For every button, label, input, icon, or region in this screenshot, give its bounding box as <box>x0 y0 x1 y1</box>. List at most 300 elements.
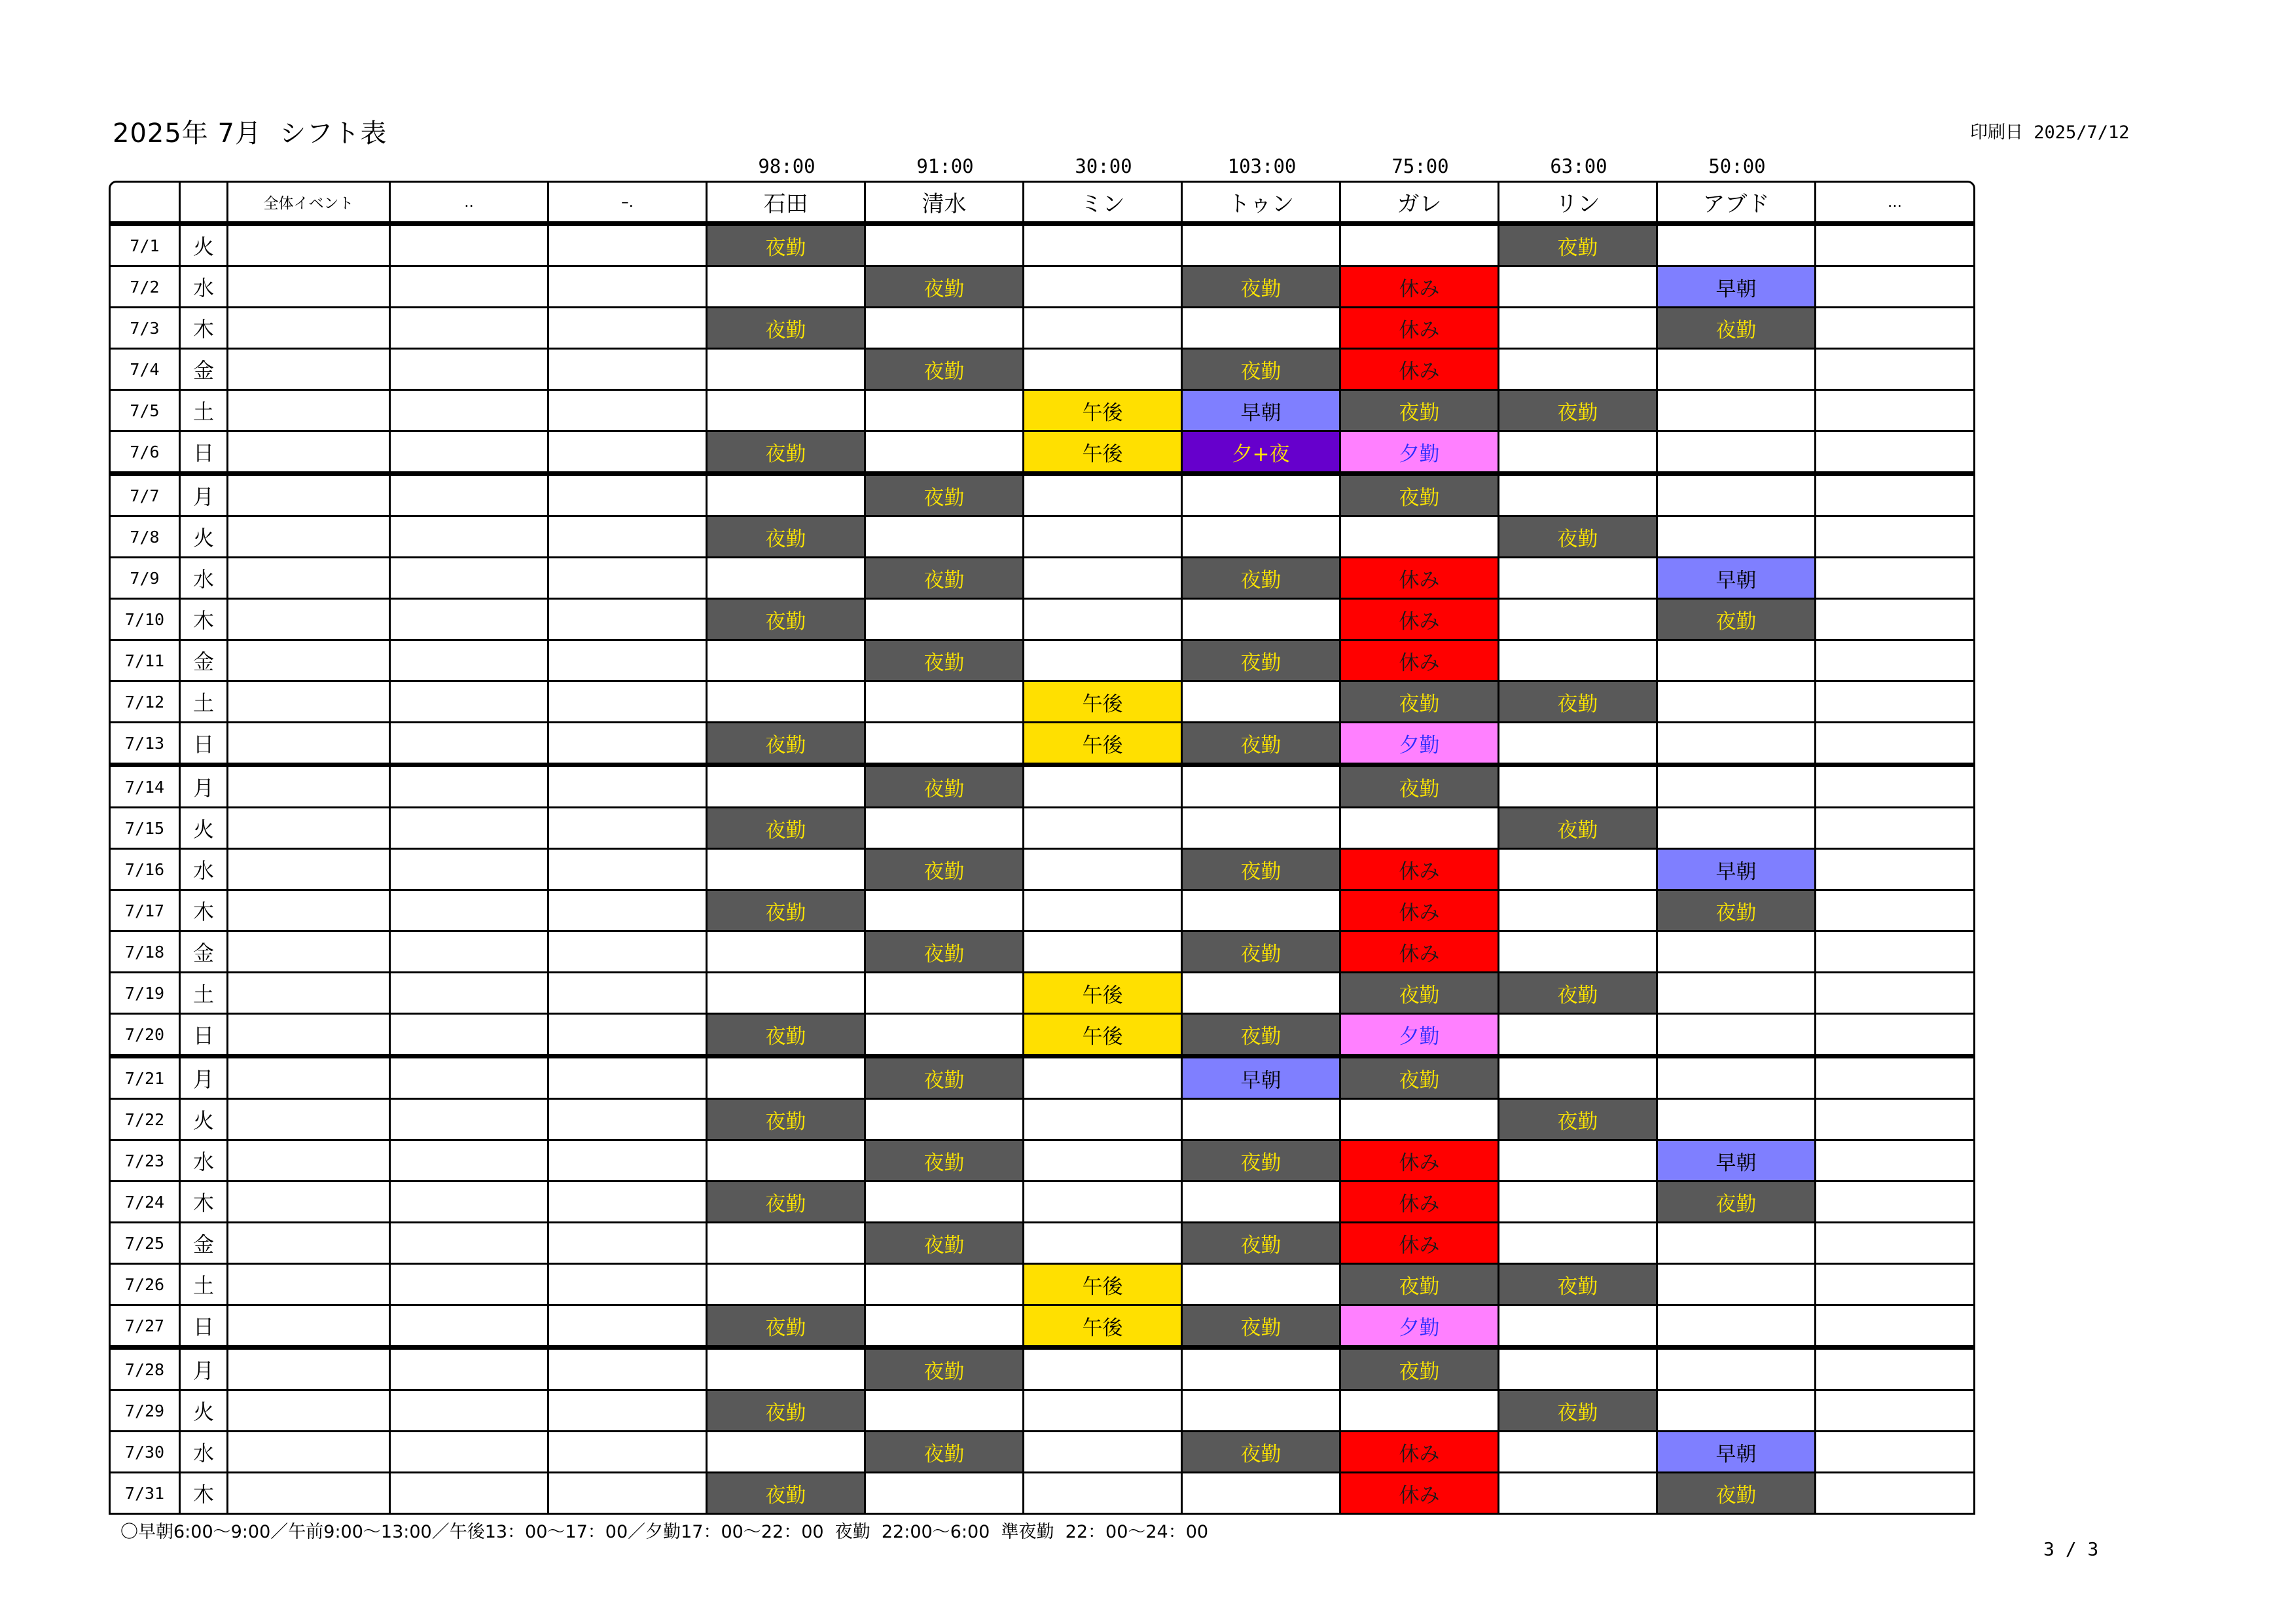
shift-cell <box>866 682 1024 723</box>
event-cell <box>228 1350 391 1391</box>
event-cell <box>228 432 391 476</box>
shift-cell: 夜勤 <box>1499 973 1658 1015</box>
shift-cell <box>866 1265 1024 1306</box>
shift-cell <box>1499 1015 1658 1058</box>
date-cell: 7/14 <box>109 767 181 808</box>
blank-cell <box>391 1141 549 1182</box>
shift-cell <box>1183 808 1341 850</box>
shift-cell: 夜勤 <box>866 1350 1024 1391</box>
shift-cell <box>1658 517 1816 558</box>
shift-cell <box>1499 767 1658 808</box>
shift-cell <box>1183 1265 1341 1306</box>
shift-cell <box>708 1350 866 1391</box>
shift-cell <box>1658 1223 1816 1265</box>
shift-cell: 早朝 <box>1658 267 1816 308</box>
table-row <box>109 973 1975 1015</box>
blank-cell <box>549 891 708 932</box>
weekday-cell: 月 <box>181 767 228 808</box>
blank-cell <box>391 1473 549 1515</box>
shift-cell: 夜勤 <box>866 850 1024 891</box>
shift-cell <box>1499 350 1658 391</box>
event-cell <box>228 1306 391 1350</box>
weekday-cell: 水 <box>181 1432 228 1473</box>
shift-cell <box>866 432 1024 476</box>
shift-cell <box>1658 1100 1816 1141</box>
blank-cell <box>549 1058 708 1100</box>
shift-cell: 早朝 <box>1183 1058 1341 1100</box>
shift-cell: 夕勤 <box>1341 723 1499 767</box>
shift-cell <box>1024 1350 1183 1391</box>
shift-cell <box>1183 1473 1341 1515</box>
event-cell <box>228 350 391 391</box>
shift-cell <box>1024 1432 1183 1473</box>
shift-cell <box>1024 1473 1183 1515</box>
weekday-cell: 金 <box>181 1223 228 1265</box>
shift-cell <box>866 1306 1024 1350</box>
shift-cell: 夜勤 <box>708 308 866 350</box>
shift-cell <box>708 682 866 723</box>
shift-cell: 夜勤 <box>708 891 866 932</box>
shift-cell <box>1499 1223 1658 1265</box>
blank-cell <box>391 682 549 723</box>
blank-cell <box>391 723 549 767</box>
shift-cell: 夜勤 <box>708 226 866 267</box>
event-cell <box>228 600 391 641</box>
shift-cell: 夜勤 <box>1183 558 1341 600</box>
blank-cell <box>1816 850 1975 891</box>
shift-cell: 夜勤 <box>708 1182 866 1223</box>
shift-cell: 夜勤 <box>866 1223 1024 1265</box>
shift-cell: 夜勤 <box>866 350 1024 391</box>
table-row <box>109 1473 1975 1515</box>
blank-cell <box>1816 1223 1975 1265</box>
date-cell: 7/16 <box>109 850 181 891</box>
blank-cell <box>1816 226 1975 267</box>
blank-cell <box>391 641 549 682</box>
shift-cell <box>708 641 866 682</box>
shift-cell <box>708 267 866 308</box>
blank-cell <box>1816 476 1975 517</box>
blank-cell <box>391 932 549 973</box>
shift-cell <box>866 973 1024 1015</box>
shift-cell: 夜勤 <box>708 1015 866 1058</box>
shift-cell: 夕+夜 <box>1183 432 1341 476</box>
page-title: 2025年 7月 シフト表 <box>113 118 387 149</box>
weekday-cell: 水 <box>181 850 228 891</box>
blank-cell <box>391 1432 549 1473</box>
blank-cell <box>549 1141 708 1182</box>
shift-cell <box>1183 226 1341 267</box>
event-cell <box>228 1223 391 1265</box>
blank-cell <box>391 432 549 476</box>
date-cell: 7/28 <box>109 1350 181 1391</box>
blank-cell <box>549 517 708 558</box>
date-cell: 7/27 <box>109 1306 181 1350</box>
event-cell <box>228 1473 391 1515</box>
date-cell: 7/12 <box>109 682 181 723</box>
blank-cell <box>1816 932 1975 973</box>
blank-cell <box>549 1432 708 1473</box>
weekday-cell: 水 <box>181 558 228 600</box>
shift-cell <box>708 932 866 973</box>
shift-cell: 夜勤 <box>1658 1473 1816 1515</box>
event-cell <box>228 1058 391 1100</box>
table-row <box>109 1015 1975 1058</box>
header-col-b: –. <box>549 181 708 226</box>
blank-cell <box>391 350 549 391</box>
shift-cell: 休み <box>1341 850 1499 891</box>
blank-cell <box>391 1100 549 1141</box>
weekday-cell: 日 <box>181 432 228 476</box>
shift-cell <box>1499 850 1658 891</box>
shift-cell <box>866 808 1024 850</box>
shift-cell <box>1024 850 1183 891</box>
weekday-cell: 木 <box>181 1473 228 1515</box>
shift-cell <box>1499 600 1658 641</box>
shift-cell <box>1499 1306 1658 1350</box>
shift-cell: 夜勤 <box>1183 1223 1341 1265</box>
shift-cell <box>1024 808 1183 850</box>
blank-cell <box>1816 1391 1975 1432</box>
shift-cell <box>866 723 1024 767</box>
shift-cell: 休み <box>1341 308 1499 350</box>
shift-cell: 夜勤 <box>1183 1015 1341 1058</box>
shift-cell: 夜勤 <box>1183 267 1341 308</box>
shift-table <box>109 181 1975 1515</box>
shift-cell: 夜勤 <box>1341 476 1499 517</box>
blank-cell <box>1816 641 1975 682</box>
shift-cell: 夜勤 <box>1658 891 1816 932</box>
shift-cell <box>866 891 1024 932</box>
shift-cell: 夜勤 <box>1499 517 1658 558</box>
shift-cell <box>1024 267 1183 308</box>
weekday-cell: 月 <box>181 1058 228 1100</box>
blank-cell <box>549 600 708 641</box>
blank-cell <box>549 1100 708 1141</box>
blank-cell <box>549 1015 708 1058</box>
shift-cell <box>1499 558 1658 600</box>
shift-cell <box>1183 1391 1341 1432</box>
shift-cell <box>708 767 866 808</box>
shift-cell <box>1183 1350 1341 1391</box>
shift-cell <box>1024 350 1183 391</box>
shift-cell <box>1658 1350 1816 1391</box>
blank-cell <box>391 850 549 891</box>
shift-cell <box>866 1391 1024 1432</box>
date-cell: 7/20 <box>109 1015 181 1058</box>
date-cell: 7/21 <box>109 1058 181 1100</box>
date-cell: 7/6 <box>109 432 181 476</box>
table-row <box>109 267 1975 308</box>
staff-total-hours: 50:00 <box>1708 155 1766 177</box>
shift-cell <box>1658 1265 1816 1306</box>
shift-cell <box>1024 641 1183 682</box>
shift-cell: 午後 <box>1024 432 1183 476</box>
shift-cell <box>1658 350 1816 391</box>
shift-cell: 夜勤 <box>708 808 866 850</box>
event-cell <box>228 973 391 1015</box>
date-cell: 7/29 <box>109 1391 181 1432</box>
shift-cell: 夜勤 <box>1341 1058 1499 1100</box>
shift-cell: 休み <box>1341 350 1499 391</box>
shift-cell <box>1183 1100 1341 1141</box>
event-cell <box>228 1141 391 1182</box>
shift-cell: 夜勤 <box>1183 1306 1341 1350</box>
header-row <box>109 181 1975 226</box>
blank-cell <box>1816 308 1975 350</box>
table-row <box>109 723 1975 767</box>
shift-cell <box>1658 682 1816 723</box>
shift-cell <box>1499 1058 1658 1100</box>
shift-cell <box>708 391 866 432</box>
date-cell: 7/4 <box>109 350 181 391</box>
shift-cell: 夜勤 <box>866 932 1024 973</box>
shift-cell: 夜勤 <box>1499 391 1658 432</box>
table-row <box>109 1306 1975 1350</box>
table-row <box>109 226 1975 267</box>
blank-cell <box>391 767 549 808</box>
shift-cell <box>1499 1182 1658 1223</box>
staff-total-hours: 103:00 <box>1227 155 1297 177</box>
date-cell: 7/19 <box>109 973 181 1015</box>
table-row <box>109 808 1975 850</box>
date-cell: 7/26 <box>109 1265 181 1306</box>
blank-cell <box>1816 1058 1975 1100</box>
blank-cell <box>391 558 549 600</box>
event-cell <box>228 767 391 808</box>
shift-cell: 夜勤 <box>1183 350 1341 391</box>
shift-cell: 休み <box>1341 1141 1499 1182</box>
weekday-cell: 水 <box>181 267 228 308</box>
weekday-cell: 土 <box>181 973 228 1015</box>
shift-cell <box>1183 682 1341 723</box>
blank-cell <box>1816 1350 1975 1391</box>
table-row <box>109 932 1975 973</box>
shift-cell: 夜勤 <box>1499 682 1658 723</box>
shift-cell: 夕勤 <box>1341 1015 1499 1058</box>
blank-cell <box>1816 432 1975 476</box>
shift-cell: 夜勤 <box>1499 1391 1658 1432</box>
shift-cell: 夜勤 <box>866 558 1024 600</box>
table-row <box>109 1182 1975 1223</box>
shift-cell <box>1341 226 1499 267</box>
shift-cell <box>1658 1015 1816 1058</box>
header-staff: ミン <box>1024 181 1183 226</box>
shift-cell: 夜勤 <box>708 517 866 558</box>
shift-cell <box>1183 476 1341 517</box>
shift-cell: 夜勤 <box>1658 600 1816 641</box>
date-cell: 7/24 <box>109 1182 181 1223</box>
blank-cell <box>391 517 549 558</box>
blank-cell <box>391 891 549 932</box>
table-row <box>109 891 1975 932</box>
weekday-cell: 火 <box>181 1391 228 1432</box>
shift-cell <box>866 1182 1024 1223</box>
blank-cell <box>549 1350 708 1391</box>
shift-cell <box>1499 308 1658 350</box>
blank-cell <box>1816 1182 1975 1223</box>
event-cell <box>228 723 391 767</box>
shift-cell <box>1499 932 1658 973</box>
table-row <box>109 641 1975 682</box>
table-row <box>109 517 1975 558</box>
blank-cell <box>549 308 708 350</box>
shift-cell: 午後 <box>1024 1265 1183 1306</box>
blank-cell <box>1816 767 1975 808</box>
shift-cell <box>1024 226 1183 267</box>
shift-cell <box>708 850 866 891</box>
shift-cell: 休み <box>1341 558 1499 600</box>
blank-cell <box>549 558 708 600</box>
blank-cell <box>1816 391 1975 432</box>
blank-cell <box>549 723 708 767</box>
shift-cell <box>1183 891 1341 932</box>
date-cell: 7/23 <box>109 1141 181 1182</box>
shift-cell <box>708 1265 866 1306</box>
blank-cell <box>549 1223 708 1265</box>
shift-cell: 夜勤 <box>866 1141 1024 1182</box>
shift-cell <box>1499 1350 1658 1391</box>
shift-cell: 休み <box>1341 600 1499 641</box>
blank-cell <box>549 932 708 973</box>
weekday-cell: 金 <box>181 932 228 973</box>
date-cell: 7/5 <box>109 391 181 432</box>
blank-cell <box>1816 350 1975 391</box>
table-row <box>109 850 1975 891</box>
event-cell <box>228 558 391 600</box>
date-cell: 7/9 <box>109 558 181 600</box>
shift-cell <box>1499 1141 1658 1182</box>
weekday-cell: 木 <box>181 308 228 350</box>
weekday-cell: 金 <box>181 350 228 391</box>
shift-cell: 夜勤 <box>866 1058 1024 1100</box>
shift-cell <box>1024 1141 1183 1182</box>
shift-cell: 夜勤 <box>1183 723 1341 767</box>
weekday-cell: 火 <box>181 226 228 267</box>
event-cell <box>228 1432 391 1473</box>
blank-cell <box>1816 973 1975 1015</box>
event-cell <box>228 1182 391 1223</box>
blank-cell <box>549 476 708 517</box>
shift-cell: 夜勤 <box>1658 308 1816 350</box>
shift-cell <box>1024 517 1183 558</box>
blank-cell <box>1816 1306 1975 1350</box>
weekday-cell: 木 <box>181 600 228 641</box>
date-cell: 7/15 <box>109 808 181 850</box>
blank-cell <box>391 1306 549 1350</box>
shift-cell <box>1024 600 1183 641</box>
shift-cell: 早朝 <box>1658 1141 1816 1182</box>
shift-cell: 午後 <box>1024 391 1183 432</box>
blank-cell <box>1816 1141 1975 1182</box>
weekday-cell: 木 <box>181 1182 228 1223</box>
table-row <box>109 1391 1975 1432</box>
shift-cell: 夜勤 <box>1183 932 1341 973</box>
weekday-cell: 木 <box>181 891 228 932</box>
date-cell: 7/2 <box>109 267 181 308</box>
shift-cell: 夜勤 <box>708 432 866 476</box>
date-cell: 7/8 <box>109 517 181 558</box>
header-staff: 石田 <box>708 181 866 226</box>
shift-cell: 夜勤 <box>1499 1100 1658 1141</box>
staff-total-hours: 30:00 <box>1075 155 1132 177</box>
shift-cell <box>1024 1391 1183 1432</box>
shift-cell: 夜勤 <box>1499 1265 1658 1306</box>
weekday-cell: 月 <box>181 1350 228 1391</box>
shift-cell <box>1341 808 1499 850</box>
header-date <box>109 181 181 226</box>
shift-cell <box>1024 1058 1183 1100</box>
event-cell <box>228 1015 391 1058</box>
shift-cell: 早朝 <box>1658 558 1816 600</box>
shift-cell: 夜勤 <box>708 1306 866 1350</box>
weekday-cell: 土 <box>181 391 228 432</box>
blank-cell <box>549 1391 708 1432</box>
weekday-cell: 日 <box>181 723 228 767</box>
staff-total-hours: 91:00 <box>916 155 974 177</box>
event-cell <box>228 476 391 517</box>
shift-cell: 夜勤 <box>1658 1182 1816 1223</box>
blank-cell <box>391 308 549 350</box>
table-row <box>109 432 1975 476</box>
shift-cell: 休み <box>1341 1473 1499 1515</box>
event-cell <box>228 267 391 308</box>
blank-cell <box>391 1223 549 1265</box>
shift-cell <box>1024 476 1183 517</box>
event-cell <box>228 682 391 723</box>
shift-cell <box>1658 641 1816 682</box>
shift-cell: 休み <box>1341 891 1499 932</box>
header-event: 全体イベント <box>228 181 391 226</box>
blank-cell <box>391 1265 549 1306</box>
weekday-cell: 金 <box>181 641 228 682</box>
shift-cell <box>1658 226 1816 267</box>
page-number: 3 / 3 <box>2043 1538 2099 1560</box>
shift-cell: 夜勤 <box>1341 767 1499 808</box>
blank-cell <box>549 1473 708 1515</box>
date-cell: 7/31 <box>109 1473 181 1515</box>
blank-cell <box>549 1306 708 1350</box>
staff-total-hours: 75:00 <box>1391 155 1449 177</box>
shift-cell <box>1024 891 1183 932</box>
staff-total-hours: 63:00 <box>1550 155 1607 177</box>
shift-cell <box>1183 600 1341 641</box>
date-cell: 7/13 <box>109 723 181 767</box>
shift-cell: 午後 <box>1024 973 1183 1015</box>
date-cell: 7/30 <box>109 1432 181 1473</box>
shift-cell <box>1658 723 1816 767</box>
table-row <box>109 600 1975 641</box>
event-cell <box>228 1100 391 1141</box>
event-cell <box>228 308 391 350</box>
shift-cell: 夜勤 <box>866 767 1024 808</box>
shift-cell: 夜勤 <box>1341 1350 1499 1391</box>
date-cell: 7/18 <box>109 932 181 973</box>
table-row <box>109 1350 1975 1391</box>
header-staff: トゥン <box>1183 181 1341 226</box>
shift-cell <box>1499 267 1658 308</box>
event-cell <box>228 932 391 973</box>
shift-cell: 夜勤 <box>1499 808 1658 850</box>
blank-cell <box>391 973 549 1015</box>
date-cell: 7/11 <box>109 641 181 682</box>
shift-cell <box>708 558 866 600</box>
shift-cell: 午後 <box>1024 1015 1183 1058</box>
shift-cell: 夜勤 <box>866 641 1024 682</box>
event-cell <box>228 226 391 267</box>
shift-cell: 夜勤 <box>866 1432 1024 1473</box>
blank-cell <box>391 391 549 432</box>
